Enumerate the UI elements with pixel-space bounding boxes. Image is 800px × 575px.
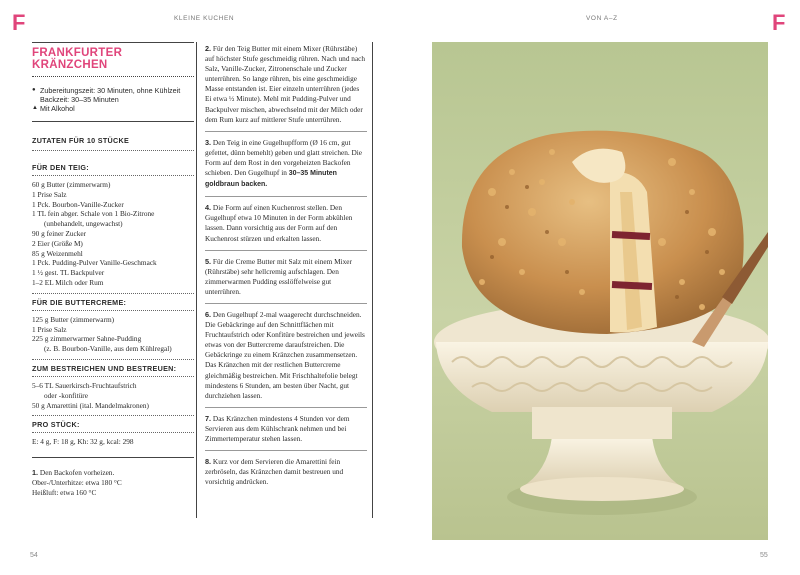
divider (32, 121, 194, 122)
alcohol-note: Mit Alkohol (40, 104, 75, 113)
step-text: Den Gugelhupf 2-mal waagerecht durchschneiden. Die Gebäckringe auf den Schnittflächen mit Fruchtaufstrich oder Konfitüre bestreichen und jeweils etwas von der Buttercreme daraufstreichen. Die Gebäckringe zu einem Kränzchen zusammensetzen. Das Kränzchen mit der restlichen Buttercreme gleichmäßig bestreichen. Mit Frischhaltefolie belegt mindestens 6 Stunden, am besten über Nacht, gut durchziehen lassen. (205, 309, 365, 400)
ingredient-item: 1 Prise Salz (32, 189, 67, 199)
cake-photo-illustration (432, 42, 768, 540)
ingredient-section-heading: ZUM BESTREICHEN UND BESTREUEN: (32, 363, 177, 373)
step-text: Für den Teig Butter mit einem Mixer (Rührstäbe) auf höchster Stufe geschmeidig rühren. Nach und nach Salz, Vanille-Zucker, Zitronenschale und Zucker unterrühren. So lange rühren, bis eine geschmeidige Masse entstanden ist. Eier einzeln unterrühren (jedes Ei etwa ½ Minute). Mehl mit Pudding-Pulver und Backpulver mischen, abwechselnd mit der Milch oder dem Rum kurz auf mittlerer Stufe unterrühren. (205, 44, 366, 124)
step-5 (205, 257, 367, 304)
ingredient-section-heading: PRO STÜCK: (32, 420, 80, 430)
step-1-line: Den Backofen vorheizen. (39, 468, 115, 478)
prep-time-row (32, 86, 194, 95)
ingredient-list (32, 315, 194, 354)
step-text: Für die Creme Butter mit Salz mit einem Mixer (Rührstäbe) sehr hellcremig aufschlagen. Den zimmerwarmen Pudding esslöffelweise gut unterrühren. (205, 256, 352, 296)
step-number: 4. (205, 203, 212, 213)
ingredient-item: 225 g zimmerwarmer Sahne-Pudding (32, 334, 142, 344)
step-8 (205, 457, 367, 493)
ingredient-item: 1 Pck. Pudding-Pulver Vanille-Geschmack (32, 258, 157, 268)
step-text: Den Teig in eine Gugelhupfform (Ø 16 cm, gut gefettet, dünn bemehlt) geben und glatt streichen. Die Form auf dem Rost in den vorgeheizten Backofen schieben. Den Gugelhupf in (205, 137, 363, 178)
ingredient-item: 90 g feiner Zucker (32, 228, 87, 238)
page-number-right: 55 (760, 552, 768, 559)
step-number: 5. (205, 256, 212, 266)
bake-time-row (32, 95, 194, 104)
cake-photo (432, 42, 768, 540)
divider (32, 175, 194, 176)
step-number: 7. (205, 413, 212, 423)
ingredient-item: (z. B. Bourbon-Vanille, aus dem Kühlregal) (44, 344, 172, 354)
step-text: Das Kränzchen mindestens 4 Stunden vor dem Servieren aus dem Kühlschrank nehmen und bei Zimmertemperatur stehen lassen. (205, 413, 350, 443)
ingredient-item: 1 ½ gest. TL Backpulver (32, 268, 105, 278)
ingredient-sections (32, 163, 194, 447)
recipe-title: FRANKFURTER KRÄNZCHEN (32, 47, 123, 71)
ingredient-item: 1 TL fein abger. Schale von 1 Bio-Zitrone (32, 209, 155, 219)
step-1-line: Heißluft: etwa 160 °C (32, 487, 97, 497)
step-7 (205, 414, 367, 451)
step-number: 3. (205, 137, 212, 147)
triangle-icon: ▲ (32, 105, 38, 111)
ingredient-item: 50 g Amarettini (ital. Mandelmakronen) (32, 400, 149, 410)
recipe-meta (32, 86, 194, 113)
chapter-letter-right: F (772, 10, 786, 35)
column-divider-right (372, 42, 373, 518)
ingredient-item: 60 g Butter (zimmerwarm) (32, 180, 111, 189)
step-2 (205, 44, 367, 132)
divider (32, 359, 194, 360)
ingredient-item: 1 Prise Salz (32, 324, 67, 334)
step-6 (205, 310, 367, 408)
step-3 (205, 138, 367, 197)
step-number: 6. (205, 309, 212, 319)
divider (32, 293, 194, 294)
step-text: Kurz vor dem Servieren die Amarettini fein zerbröseln, das Kränzchen damit bestreuen und vorsichtig andrücken. (205, 457, 344, 487)
running-header-left: KLEINE KUCHEN (174, 15, 235, 22)
ingredient-item: 5–6 TL Sauerkirsch-Fruchtaufstrich (32, 380, 137, 390)
step-number: 2. (205, 44, 212, 53)
running-header-right: VON A–Z (586, 15, 618, 22)
ingredient-list (32, 437, 194, 447)
step-number: 1. (32, 468, 39, 478)
chapter-letter-left: F (12, 10, 26, 35)
steps-column (205, 44, 367, 499)
step-4 (205, 203, 367, 250)
prep-time: Zubereitungszeit: 30 Minuten, ohne Kühlzeit (40, 86, 181, 95)
step-number: 8. (205, 457, 212, 467)
ingredient-item: 2 Eier (Größe M) (32, 238, 83, 248)
ingredient-list (32, 381, 194, 410)
bake-time: Backzeit: 30–35 Minuten (40, 95, 119, 104)
divider (32, 432, 194, 433)
ingredient-section-heading: FÜR DEN TEIG: (32, 163, 90, 172)
step-bold-text: 30–35 Minuten goldbraun backen. (205, 170, 337, 189)
ingredient-item: E: 4 g, F: 18 g, Kh: 32 g, kcal: 298 (32, 437, 134, 447)
clock-icon: ● (32, 87, 36, 93)
ingredient-item: (unbehandelt, ungewachst) (44, 219, 123, 229)
ingredient-item: 1 Pck. Bourbon-Vanille-Zucker (32, 199, 124, 209)
column-divider-left (196, 42, 197, 518)
divider (32, 457, 194, 458)
divider (32, 150, 194, 151)
ingredient-item: oder -konfitüre (44, 390, 88, 400)
step-1 (32, 468, 194, 497)
step-1-line: Ober-/Unterhitze: etwa 180 °C (32, 477, 122, 487)
ingredient-item: 85 g Weizenmehl (32, 248, 83, 258)
divider (32, 376, 194, 377)
ingredient-section-heading: FÜR DIE BUTTERCREME: (32, 297, 127, 307)
page-number-left: 54 (30, 552, 38, 559)
recipe-title-box (32, 42, 194, 77)
step-text: Die Form auf einen Kuchenrost stellen. Den Gugelhupf etwa 10 Minuten in der Form abkühlen lassen. Dann vorsichtig aus der Form auf den Kuchenrost stürzen und erkalten lassen. (205, 203, 353, 243)
ingredient-list (32, 180, 194, 288)
ingredient-item: 125 g Butter (zimmerwarm) (32, 314, 115, 324)
ingredients-column (32, 42, 194, 498)
alcohol-row (32, 104, 194, 113)
ingredient-item: 1–2 EL Milch oder Rum (32, 277, 104, 287)
yield-heading: ZUTATEN FÜR 10 STÜCKE (32, 136, 130, 145)
divider (32, 415, 194, 416)
divider (32, 310, 194, 311)
